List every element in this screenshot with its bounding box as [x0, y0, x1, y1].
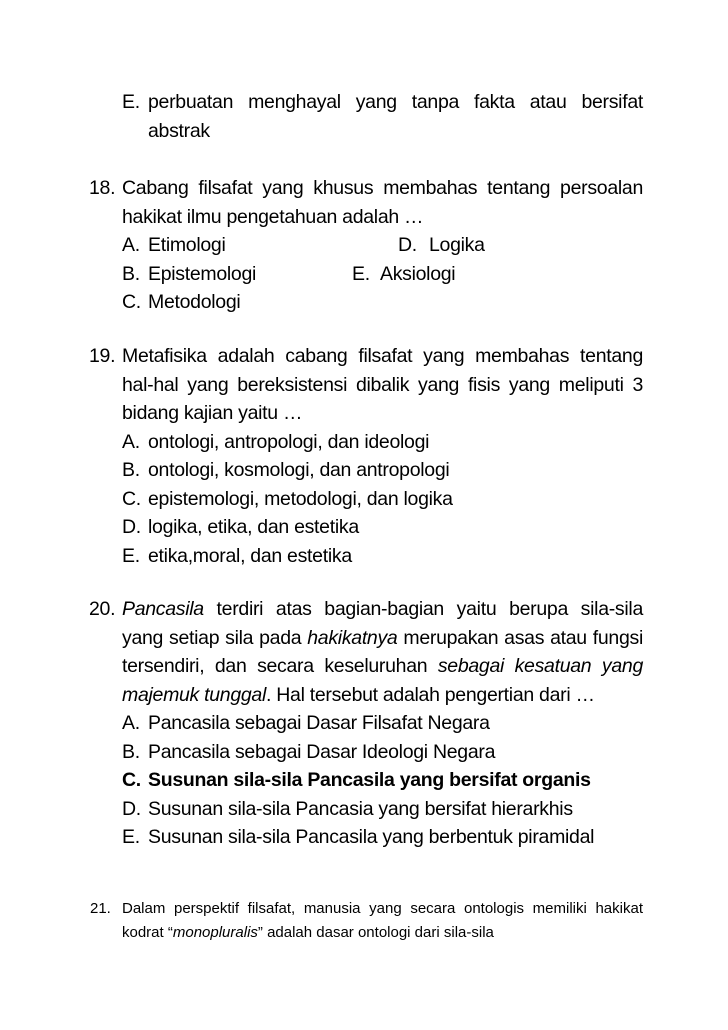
question-17-option-e [90, 88, 643, 146]
option-c-answer [90, 766, 643, 795]
option-letter: E. [122, 91, 140, 113]
stem-italic-term: Pancasila [122, 598, 204, 620]
option-e [90, 823, 643, 852]
option-letter: C. [122, 769, 141, 791]
question-number: 20. [89, 598, 116, 620]
option-letter: D. [122, 516, 141, 538]
option-letter: C. [122, 487, 141, 510]
option-letter: C. [122, 291, 141, 313]
question-number: 18. [89, 177, 116, 199]
option-text: Aksiologi [380, 262, 456, 285]
question-18 [90, 174, 643, 317]
option-a [90, 428, 643, 457]
option-letter: D. [122, 797, 141, 820]
option-text: ontologi, antropologi, dan ideologi [148, 430, 430, 453]
option-text: ontologi, kosmologi, dan antropologi [148, 459, 450, 481]
option-letter: A. [122, 430, 140, 453]
option-text: etika,moral, dan estetika [148, 544, 352, 567]
option-text: epistemologi, metodologi, dan logika [148, 487, 453, 510]
stem-text: ” adalah dasar ontologi dari sila-sila [257, 924, 494, 941]
option-text: Etimologi [148, 234, 226, 256]
question-20 [90, 595, 643, 852]
option-d [90, 513, 643, 542]
option-letter: D. [398, 234, 417, 256]
stem-text: merupakan asas atau fungsi tersendiri, dan secara keseluruhan [122, 626, 644, 677]
stem-italic-term: hakikatnya [307, 626, 398, 649]
option-text: Logika [429, 234, 485, 256]
question-number: 21. [90, 900, 111, 917]
option-text: logika, etika, dan estetika [148, 516, 359, 538]
option-a [90, 231, 643, 260]
option-letter: E. [122, 544, 140, 567]
option-letter: B. [122, 262, 140, 285]
option-c [90, 485, 643, 514]
option-text: Susunan sila-sila Pancasila yang bersifat organis [148, 769, 591, 791]
option-text: Pancasila sebagai Dasar Ideologi Negara [148, 740, 496, 763]
option-b [90, 260, 643, 289]
option-letter: B. [122, 740, 140, 763]
question-number: 19. [89, 345, 116, 367]
stem-text: terdiri atas bagian-bagian yaitu berupa sila-sila yang setiap sila pada [122, 598, 643, 649]
option-text: Susunan sila-sila Pancasila yang berbentuk piramidal [148, 826, 595, 848]
option-letter: E. [352, 262, 370, 285]
question-19 [90, 342, 643, 570]
option-e [90, 542, 643, 571]
stem-text: Dalam perspektif filsafat, manusia yang secara ontologis memiliki hakikat kodrat “ [122, 900, 643, 941]
option-a [90, 709, 643, 738]
option-text: Pancasila sebagai Dasar Filsafat Negara [148, 712, 490, 734]
option-text: Susunan sila-sila Pancasia yang bersifat hierarkhis [148, 797, 573, 820]
option-letter: A. [122, 712, 140, 734]
option-text: Epistemologi [148, 262, 257, 285]
question-stem: Cabang filsafat yang khusus membahas tentang persoalan hakikat ilmu pengetahuan adalah … [122, 177, 643, 228]
option-c [90, 288, 643, 317]
option-text: Metodologi [148, 291, 241, 313]
option-text: perbuatan menghayal yang tanpa fakta atau bersifat abstrak [148, 91, 643, 142]
question-stem [122, 897, 643, 945]
option-letter: A. [122, 234, 140, 256]
stem-italic-term: sebagai kesatuan yang majemuk tunggal [122, 655, 643, 706]
option-letter: B. [122, 459, 140, 481]
question-stem [122, 595, 643, 709]
option-d [90, 795, 643, 824]
option-b [90, 456, 643, 485]
option-letter: E. [122, 826, 140, 848]
question-stem: Metafisika adalah cabang filsafat yang membahas tentang hal-hal yang bereksistensi dibalik yang fisis yang meliputi 3 bidang kajian yaitu … [122, 345, 643, 424]
question-21 [90, 897, 643, 945]
stem-italic-term: monopluralis [172, 924, 258, 941]
option-b [90, 738, 643, 767]
stem-text: . Hal tersebut adalah pengertian dari … [266, 683, 595, 706]
